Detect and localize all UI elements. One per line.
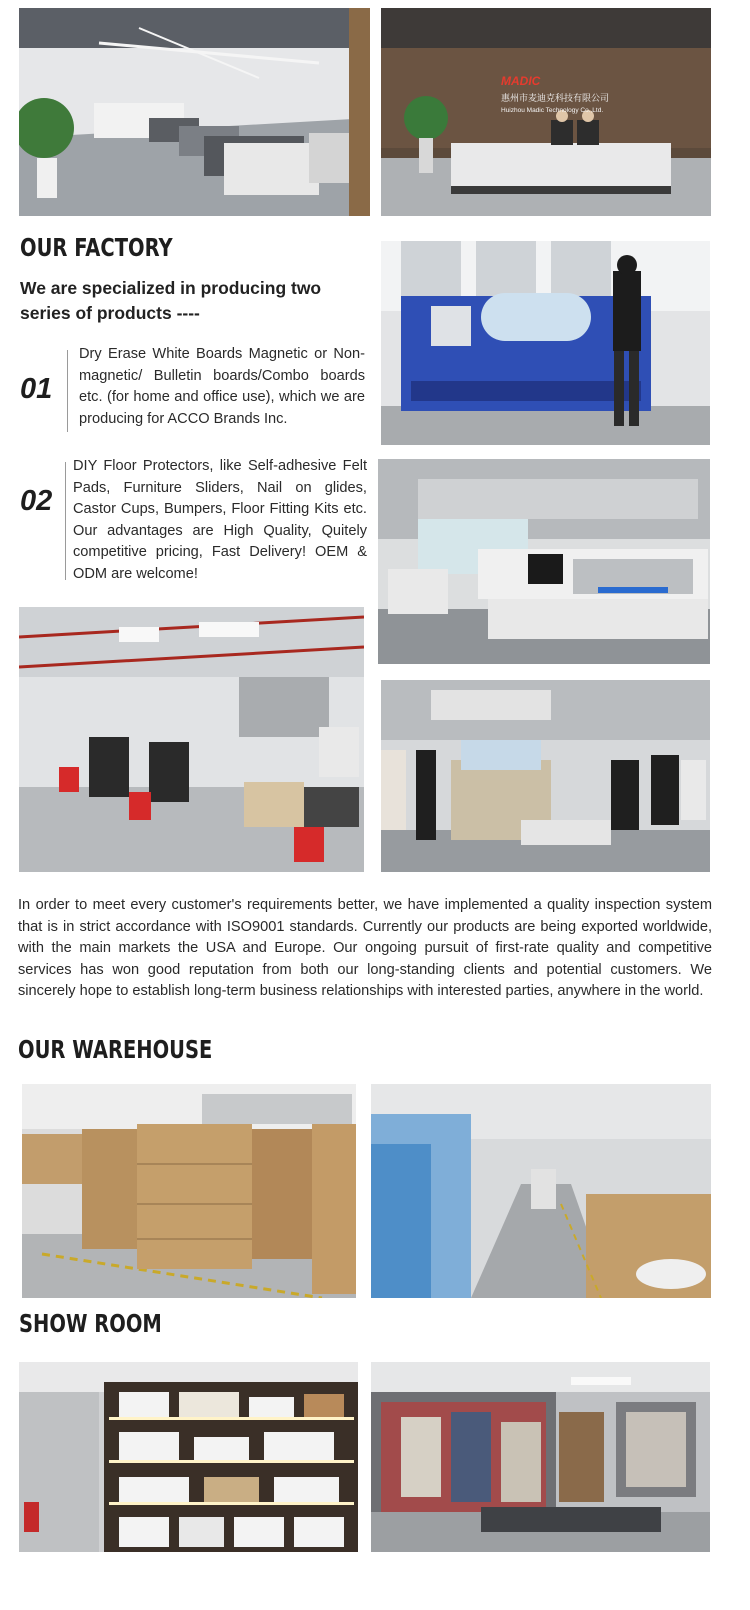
showroom-boards-photo <box>19 1362 358 1552</box>
item-number-01: 01 <box>20 373 53 405</box>
reception-sign-brand: MADIC <box>501 74 541 88</box>
reception-sign-en: Huizhou Madic Technology Co.,Ltd. <box>501 107 604 114</box>
item-text-01: Dry Erase White Boards Magnetic or Non-magnetic/ Bulletin boards/Combo boards etc. (for home and office use), which we are producing for ACCO Brands Inc. <box>79 346 365 427</box>
reception-sign-cn: 惠州市麦迪克科技有限公司 <box>501 94 610 104</box>
production-line-photo <box>378 459 710 664</box>
reception-photo <box>381 8 711 216</box>
item-number-02: 02 <box>20 485 53 517</box>
press-machine-photo <box>381 680 710 872</box>
showroom-heading: SHOW ROOM <box>19 1309 162 1338</box>
workshop-photo <box>19 607 364 872</box>
factory-subtitle: We are specialized in producing two series of products ---- <box>20 278 322 323</box>
item-text-02: DIY Floor Protectors, like Self-adhesive Felt Pads, Furniture Sliders, Nail on glides, Castor Cups, Bumpers, Floor Fitting Kits etc. Our advantages are High Quality, Quitely competitive pricing, Fast Delivery! OEM & ODM are welcome! <box>73 458 367 582</box>
warehouse-heading: OUR WAREHOUSE <box>18 1035 213 1064</box>
factory-heading: OUR FACTORY <box>20 233 173 262</box>
office-photo <box>19 8 370 216</box>
factory-paragraph: In order to meet every customer's requirements better, we have implemented a quality inspection system that is in strict accordance with ISO9001 standards. Currently our products are being exported worldwide, with the main markets the USA and Europe. Our ongoing pursuit of first-rate quality and competitive services has won good reputation from both our long-standing clients and potential customers. We sincerely hope to establish long-term business relationships with interested parties, anywhere in the world. <box>18 897 712 1000</box>
showroom-display-photo <box>371 1362 710 1552</box>
warehouse-boxes-photo <box>22 1084 356 1298</box>
machine-operator-photo <box>381 241 710 445</box>
item-divider-01 <box>67 350 68 432</box>
item-divider-02 <box>65 462 66 580</box>
warehouse-aisle-photo <box>371 1084 711 1298</box>
